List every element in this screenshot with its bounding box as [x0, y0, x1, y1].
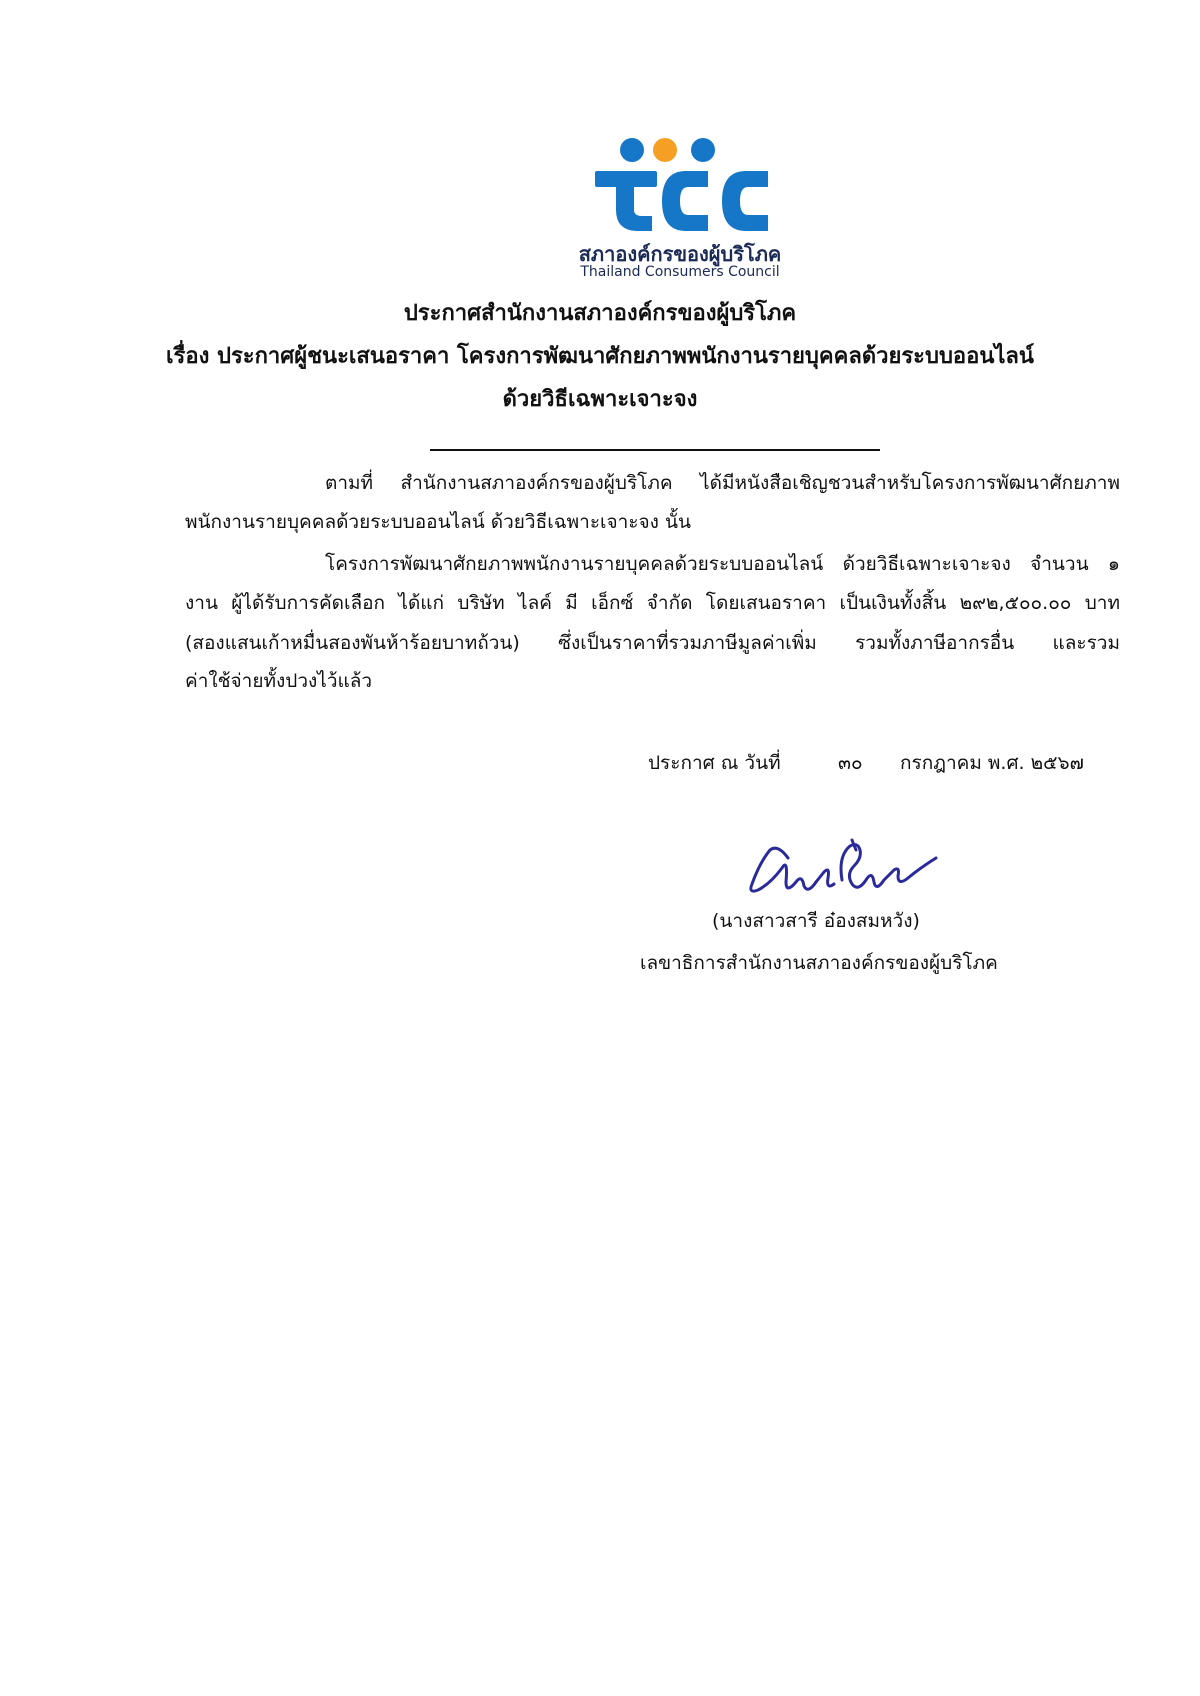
- heading-divider: [430, 449, 880, 451]
- handwritten-signature: [748, 836, 948, 916]
- paragraph-1-line-2: พนักงานรายบุคคลด้วยระบบออนไลน์ ด้วยวิธีเฉพาะเจาะจง นั้น: [185, 511, 691, 533]
- announcement-heading: ประกาศสำนักงานสภาองค์กรของผู้บริโภค: [403, 301, 797, 326]
- announcement-date: [648, 748, 1084, 778]
- announcement-subject: เรื่อง ประกาศผู้ชนะเสนอราคา โครงการพัฒนาศักยภาพพนักงานรายบุคคลด้วยระบบออนไลน์: [166, 344, 1034, 369]
- tcc-logo-mark: [590, 138, 770, 233]
- logo-thai-name: สภาองค์กรของผู้บริโภค: [578, 242, 782, 266]
- date-month-year: กรกฎาคม พ.ศ. ๒๕๖๗: [900, 752, 1084, 774]
- date-day: ๓๐: [838, 752, 863, 774]
- paragraph-1-line-1: ตามที่ สำนักงานสภาองค์กรของผู้บริโภค ได้มีหนังสือเชิญชวนสำหรับโครงการพัฒนาศักยภาพ: [325, 472, 1120, 494]
- paragraph-2-line-1: โครงการพัฒนาศักยภาพพนักงานรายบุคคลด้วยระบบออนไลน์ ด้วยวิธีเฉพาะเจาะจง จำนวน ๑: [325, 553, 1120, 575]
- paragraph-2-line-3: (สองแสนเก้าหมื่นสองพันห้าร้อยบาทถ้วน) ซึ่งเป็นราคาที่รวมภาษีมูลค่าเพิ่ม รวมทั้งภาษีอากรอื่น และรวม: [185, 632, 1120, 654]
- tcc-logo: [560, 138, 800, 283]
- date-prefix: ประกาศ ณ วันที่: [648, 752, 781, 774]
- signer-name: (นางสาวสารี อ๋องสมหวัง): [712, 910, 920, 932]
- paragraph-2-line-4: ค่าใช้จ่ายทั้งปวงไว้แล้ว: [185, 670, 373, 692]
- signer-title: เลขาธิการสำนักงานสภาองค์กรของผู้บริโภค: [640, 952, 998, 974]
- announcement-subject-continued: ด้วยวิธีเฉพาะเจาะจง: [502, 387, 698, 412]
- paragraph-2-line-2: งาน ผู้ได้รับการคัดเลือก ได้แก่ บริษัท ไลค์ มี เอ็กซ์ จำกัด โดยเสนอราคา เป็นเงินทั้งสิ้น ๒๙๒,๕๐๐.๐๐ บาท: [185, 592, 1120, 614]
- logo-english-name: Thailand Consumers Council: [580, 264, 780, 280]
